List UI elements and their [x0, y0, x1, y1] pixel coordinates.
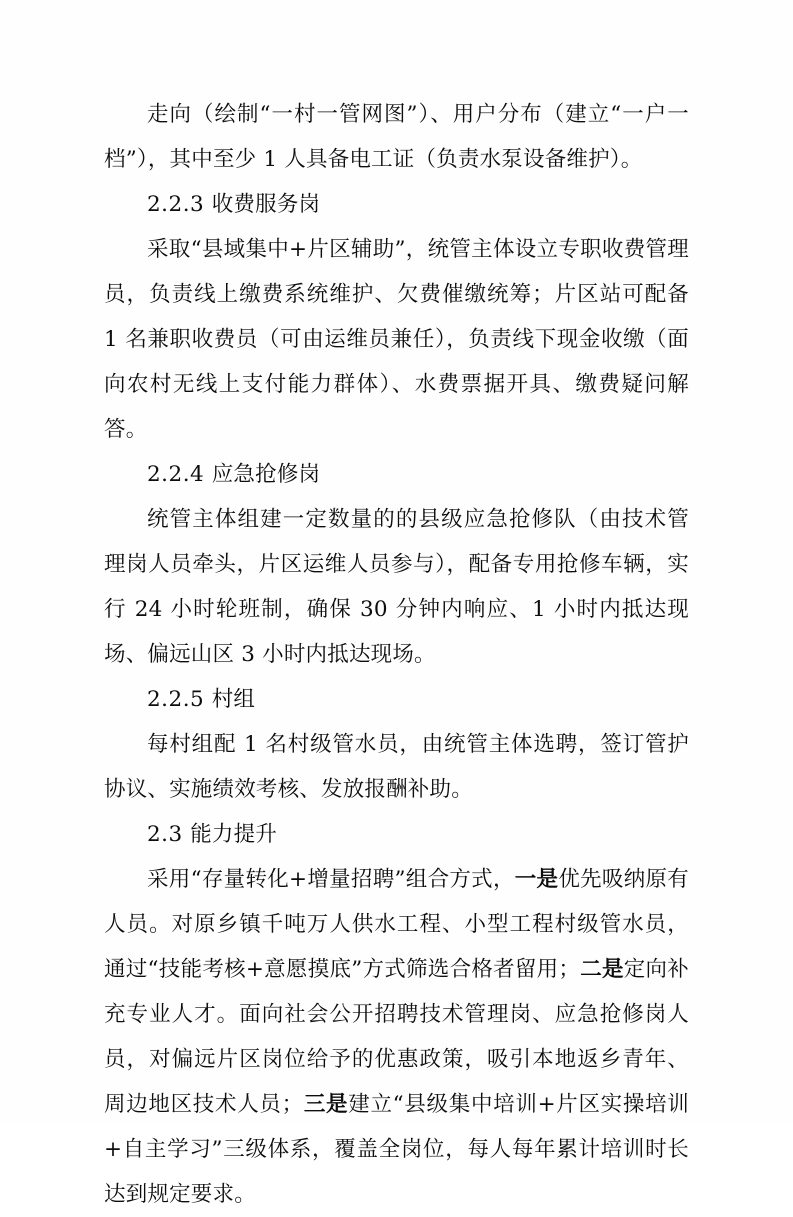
heading-title: 村组 — [211, 687, 256, 712]
heading-2-2-4 — [104, 452, 689, 497]
heading-number: 2.2.3 — [147, 192, 205, 217]
text-run: 建立“县级集中培训+片区实操培训+自主学习”三级体系，覆盖全岗位，每人每年累计培训时长达到规定要求。 — [104, 1092, 689, 1207]
heading-number: 2.3 — [147, 822, 183, 847]
paragraph-capacity-building — [104, 857, 689, 1217]
emphasis-run: 三是 — [303, 1092, 349, 1117]
emphasis-run: 二是 — [580, 957, 624, 982]
paragraph-fee-service: 采取“县域集中+片区辅助”，统管主体设立专职收费管理员，负责线上缴费系统维护、欠费催缴统筹；片区站可配备 1 名兼职收费员（可由运维员兼任），负责线下现金收缴（面向农村无线上支付能力群体）、水费票据开具、缴费疑问解答。 — [104, 237, 689, 442]
text-run: 定向补充专业人才。面向社会公开招聘技术管理岗、应急抢修岗人员，对偏远片区岗位给予的优惠政策，吸引本地返乡青年、周边地区技术人员； — [104, 957, 689, 1117]
text-run: 采用“存量转化+增量招聘”组合方式， — [147, 867, 515, 892]
heading-2-3 — [104, 812, 689, 857]
heading-title: 能力提升 — [190, 822, 278, 847]
text-run: 优先吸纳原有人员。对原乡镇千吨万人供水工程、小型工程村级管水员，通过“技能考核+意愿摸底”方式筛选合格者留用； — [104, 867, 690, 982]
emphasis-run: 一是 — [514, 867, 559, 892]
heading-2-2-5 — [104, 677, 689, 722]
paragraph-continued: 走向（绘制“一村一管网图”）、用户分布（建立“一户一档”），其中至少 1 人具备电工证（负责水泵设备维护）。 — [104, 102, 689, 172]
paragraph-village-group: 每村组配 1 名村级管水员，由统管主体选聘，签订管护协议、实施绩效考核、发放报酬补助。 — [104, 732, 689, 802]
heading-2-2-3 — [104, 182, 689, 227]
heading-number: 2.2.5 — [147, 687, 205, 712]
heading-title: 应急抢修岗 — [211, 462, 321, 487]
heading-number: 2.2.4 — [147, 462, 205, 487]
heading-title: 收费服务岗 — [211, 192, 321, 217]
document-body — [104, 92, 689, 1217]
paragraph-emergency-repair: 统管主体组建一定数量的的县级应急抢修队（由技术管理岗人员牵头，片区运维人员参与），配备专用抢修车辆，实行 24 小时轮班制，确保 30 分钟内响应、1 小时内抵达现场、偏远山区 3 小时内抵达现场。 — [104, 507, 689, 667]
